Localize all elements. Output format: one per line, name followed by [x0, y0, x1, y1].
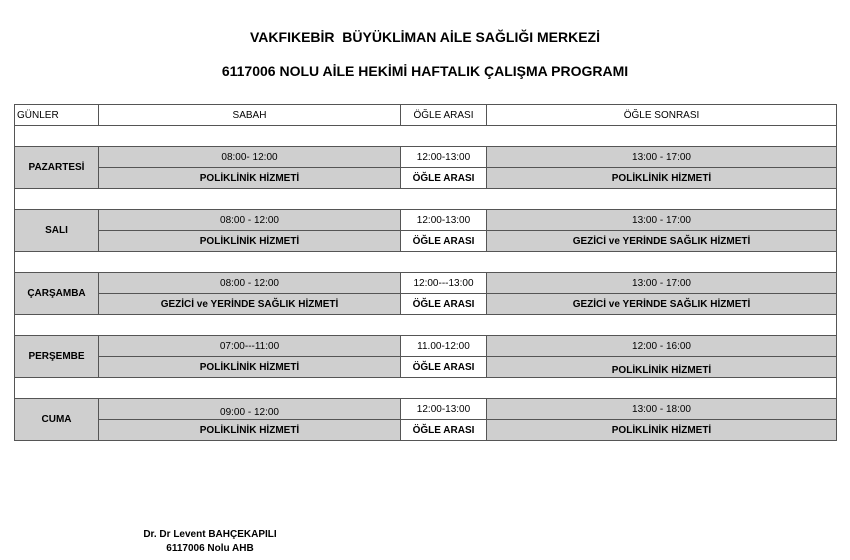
day-cell: ÇARŞAMBA [15, 273, 99, 315]
table-row [15, 168, 837, 189]
table-row [15, 147, 837, 168]
lunch-time: 11.00-12:00 [401, 336, 487, 357]
table-row [15, 357, 837, 378]
table-row [15, 336, 837, 357]
morning-activity: POLİKLİNİK HİZMETİ [99, 420, 401, 441]
morning-time: 08:00 - 12:00 [99, 273, 401, 294]
morning-time-cell [99, 399, 401, 420]
spacer-row [15, 378, 837, 399]
day-cell: PERŞEMBE [15, 336, 99, 378]
spacer-row [15, 126, 837, 147]
lunch-activity: ÖĞLE ARASI [401, 420, 487, 441]
header-morning: SABAH [99, 105, 401, 126]
afternoon-activity: GEZİCİ ve YERİNDE SAĞLIK HİZMETİ [487, 294, 837, 315]
table-row [15, 399, 837, 420]
spacer-row [15, 189, 837, 210]
table-row [15, 210, 837, 231]
lunch-time: 12:00-13:00 [401, 147, 487, 168]
weekly-schedule-table [14, 104, 837, 441]
morning-activity: GEZİCİ ve YERİNDE SAĞLIK HİZMETİ [99, 294, 401, 315]
morning-activity: POLİKLİNİK HİZMETİ [99, 357, 401, 378]
morning-activity: POLİKLİNİK HİZMETİ [99, 231, 401, 252]
day-cell: PAZARTESİ [15, 147, 99, 189]
lunch-time: 12:00-13:00 [401, 399, 487, 420]
afternoon-activity: GEZİCİ ve YERİNDE SAĞLIK HİZMETİ [487, 231, 837, 252]
table-row [15, 294, 837, 315]
afternoon-activity: POLİKLİNİK HİZMETİ [487, 168, 837, 189]
table-row [15, 273, 837, 294]
document-subtitle: 6117006 NOLU AİLE HEKİMİ HAFTALIK ÇALIŞMA PROGRAMI [221, 63, 629, 79]
afternoon-time: 13:00 - 17:00 [487, 273, 837, 294]
header-lunch: ÖĞLE ARASI [401, 105, 487, 126]
lunch-activity: ÖĞLE ARASI [401, 294, 487, 315]
table-header-row [15, 105, 837, 126]
table-row [15, 420, 837, 441]
morning-time: 08:00 - 12:00 [99, 210, 401, 231]
afternoon-time: 13:00 - 18:00 [487, 399, 837, 420]
morning-activity: POLİKLİNİK HİZMETİ [99, 168, 401, 189]
afternoon-activity: POLİKLİNİK HİZMETİ [487, 420, 837, 441]
afternoon-time: 13:00 - 17:00 [487, 210, 837, 231]
signature-unit: 6117006 Nolu AHB [166, 543, 254, 554]
spacer-row [15, 315, 837, 336]
day-cell: CUMA [15, 399, 99, 441]
morning-time: 07:00---11:00 [99, 336, 401, 357]
afternoon-activity-cell [487, 357, 837, 378]
afternoon-time: 13:00 - 17:00 [487, 147, 837, 168]
lunch-time: 12:00-13:00 [401, 210, 487, 231]
header-days: GÜNLER [15, 105, 99, 126]
lunch-activity: ÖĞLE ARASI [401, 357, 487, 378]
day-cell: SALI [15, 210, 99, 252]
table-row [15, 231, 837, 252]
document-title: VAKFIKEBİR BÜYÜKLİMAN AİLE SAĞLIĞI MERKEZİ [250, 29, 600, 45]
morning-time: 08:00- 12:00 [99, 147, 401, 168]
spacer-row [15, 252, 837, 273]
afternoon-time: 12:00 - 16:00 [487, 336, 837, 357]
morning-time: 09:00 - 12:00 [220, 406, 279, 418]
lunch-activity: ÖĞLE ARASI [401, 168, 487, 189]
signature-name: Dr. Dr Levent BAHÇEKAPILI [143, 529, 277, 540]
lunch-activity: ÖĞLE ARASI [401, 231, 487, 252]
afternoon-activity: POLİKLİNİK HİZMETİ [611, 364, 712, 376]
lunch-time: 12:00---13:00 [401, 273, 487, 294]
header-afternoon: ÖĞLE SONRASI [487, 105, 837, 126]
